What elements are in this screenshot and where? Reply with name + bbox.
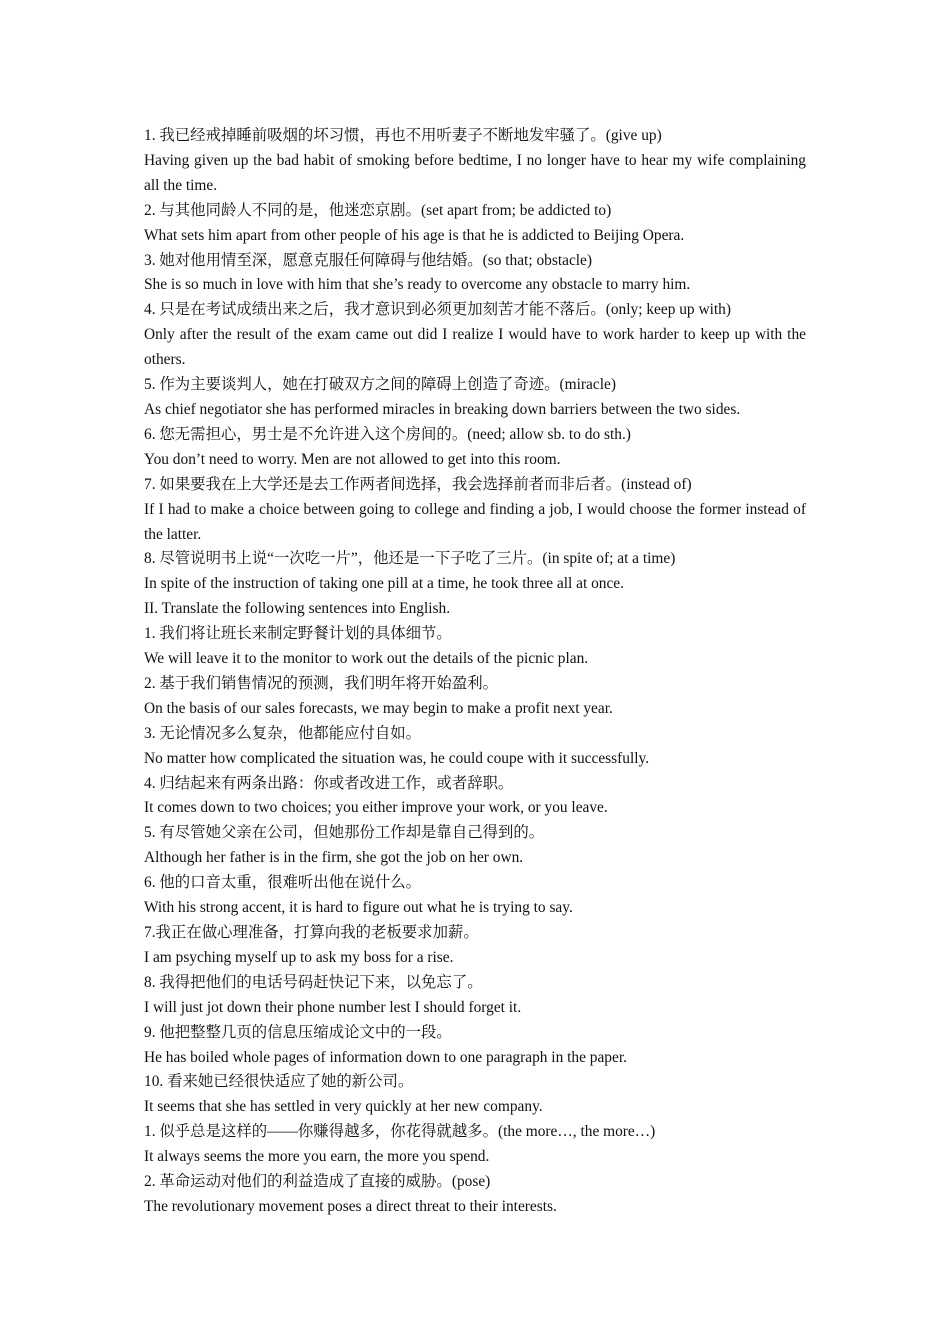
s2-q1-english: We will leave it to the monitor to work out the details of the picnic plan. xyxy=(144,650,589,668)
s2-q2-chinese: 2. 基于我们销售情况的预测，我们明年将开始盈利。 xyxy=(144,674,498,692)
q4-chinese: 4. 只是在考试成绩出来之后，我才意识到必须更加刻苦才能不落后。(only; keep up with) xyxy=(144,301,731,319)
q8-english: In spite of the instruction of taking one pill at a time, he took three all at once. xyxy=(144,575,624,593)
s2-q10-chinese: 10. 看来她已经很快适应了她的新公司。 xyxy=(144,1073,414,1091)
s2-q5-chinese: 5. 有尽管她父亲在公司，但她那份工作却是靠自己得到的。 xyxy=(144,824,545,842)
s2-q10-english: It seems that she has settled in very quickly at her new company. xyxy=(144,1098,543,1116)
q8-chinese: 8. 尽管说明书上说“一次吃一片”，他还是一下子吃了三片。(in spite of; at a time) xyxy=(144,550,676,568)
q5-chinese: 5. 作为主要谈判人，她在打破双方之间的障碍上创造了奇迹。(miracle) xyxy=(144,376,616,394)
q7-english: If I had to make a choice between going to college and finding a job, I would choose the former instead of the latter. xyxy=(144,500,806,543)
q4-english: Only after the result of the exam came out did I realize I would have to work harder to keep up with the others. xyxy=(144,326,806,369)
q5-english: As chief negotiator she has performed miracles in breaking down barriers between the two sides. xyxy=(144,400,741,418)
s2-q1-chinese: 1. 我们将让班长来制定野餐计划的具体细节。 xyxy=(144,625,452,643)
s2-q4-chinese: 4. 归结起来有两条出路：你或者改进工作，或者辞职。 xyxy=(144,774,514,792)
document-page xyxy=(144,124,806,1220)
s2-q7-chinese: 7.我正在做心理准备，打算向我的老板要求加薪。 xyxy=(144,924,479,941)
s2-q4-english: It comes down to two choices; you either improve your work, or you leave. xyxy=(144,799,608,817)
q2-chinese: 2. 与其他同龄人不同的是，他迷恋京剧。(set apart from; be addicted to) xyxy=(144,201,612,219)
s3-q1-english: It always seems the more you earn, the more you spend. xyxy=(144,1148,490,1166)
s2-q9-english: He has boiled whole pages of information down to one paragraph in the paper. xyxy=(144,1048,627,1066)
s2-q3-chinese: 3. 无论情况多么复杂，他都能应付自如。 xyxy=(144,724,422,742)
q1-english: Having given up the bad habit of smoking before bedtime, I no longer have to hear my wife complaining all the time. xyxy=(144,151,806,194)
q3-chinese: 3. 她对他用情至深，愿意克服任何障碍与他结婚。(so that; obstacle) xyxy=(144,251,593,269)
s3-q2-chinese: 2. 革命运动对他们的利益造成了直接的威胁。(pose) xyxy=(144,1173,491,1191)
s2-q8-english: I will just jot down their phone number lest I should forget it. xyxy=(144,998,522,1016)
s2-q5-english: Although her father is in the firm, she got the job on her own. xyxy=(144,849,524,867)
s3-q2-english: The revolutionary movement poses a direct threat to their interests. xyxy=(144,1197,557,1215)
s2-q8-chinese: 8. 我得把他们的电话号码赶快记下来，以免忘了。 xyxy=(144,973,483,991)
q6-chinese: 6. 您无需担心，男士是不允许进入这个房间的。(need; allow sb. to do sth.) xyxy=(144,425,631,443)
q1-chinese: 1. 我已经戒掉睡前吸烟的坏习惯，再也不用听妻子不断地发牢骚了。(give up) xyxy=(144,127,662,144)
q3-english: She is so much in love with him that she’s ready to overcome any obstacle to marry him. xyxy=(144,276,691,294)
s2-q3-english: No matter how complicated the situation was, he could coupe with it successfully. xyxy=(144,749,650,767)
s2-q7-english: I am psyching myself up to ask my boss for a rise. xyxy=(144,948,454,966)
q7-chinese: 7. 如果要我在上大学还是去工作两者间选择，我会选择前者而非后者。(instead of) xyxy=(144,475,692,493)
s3-q1-chinese: 1. 似乎总是这样的——你赚得越多，你花得就越多。(the more…, the more…) xyxy=(144,1123,656,1141)
s2-q6-chinese: 6. 他的口音太重，很难听出他在说什么。 xyxy=(144,874,422,892)
s2-q6-english: With his strong accent, it is hard to figure out what he is trying to say. xyxy=(144,899,573,917)
section-heading: II. Translate the following sentences into English. xyxy=(144,600,451,618)
s2-q2-english: On the basis of our sales forecasts, we may begin to make a profit next year. xyxy=(144,699,613,717)
s2-q9-chinese: 9. 他把整整几页的信息压缩成论文中的一段。 xyxy=(144,1023,452,1041)
q6-english: You don’t need to worry. Men are not allowed to get into this room. xyxy=(144,450,561,468)
q2-english: What sets him apart from other people of his age is that he is addicted to Beijing Opera. xyxy=(144,226,685,244)
